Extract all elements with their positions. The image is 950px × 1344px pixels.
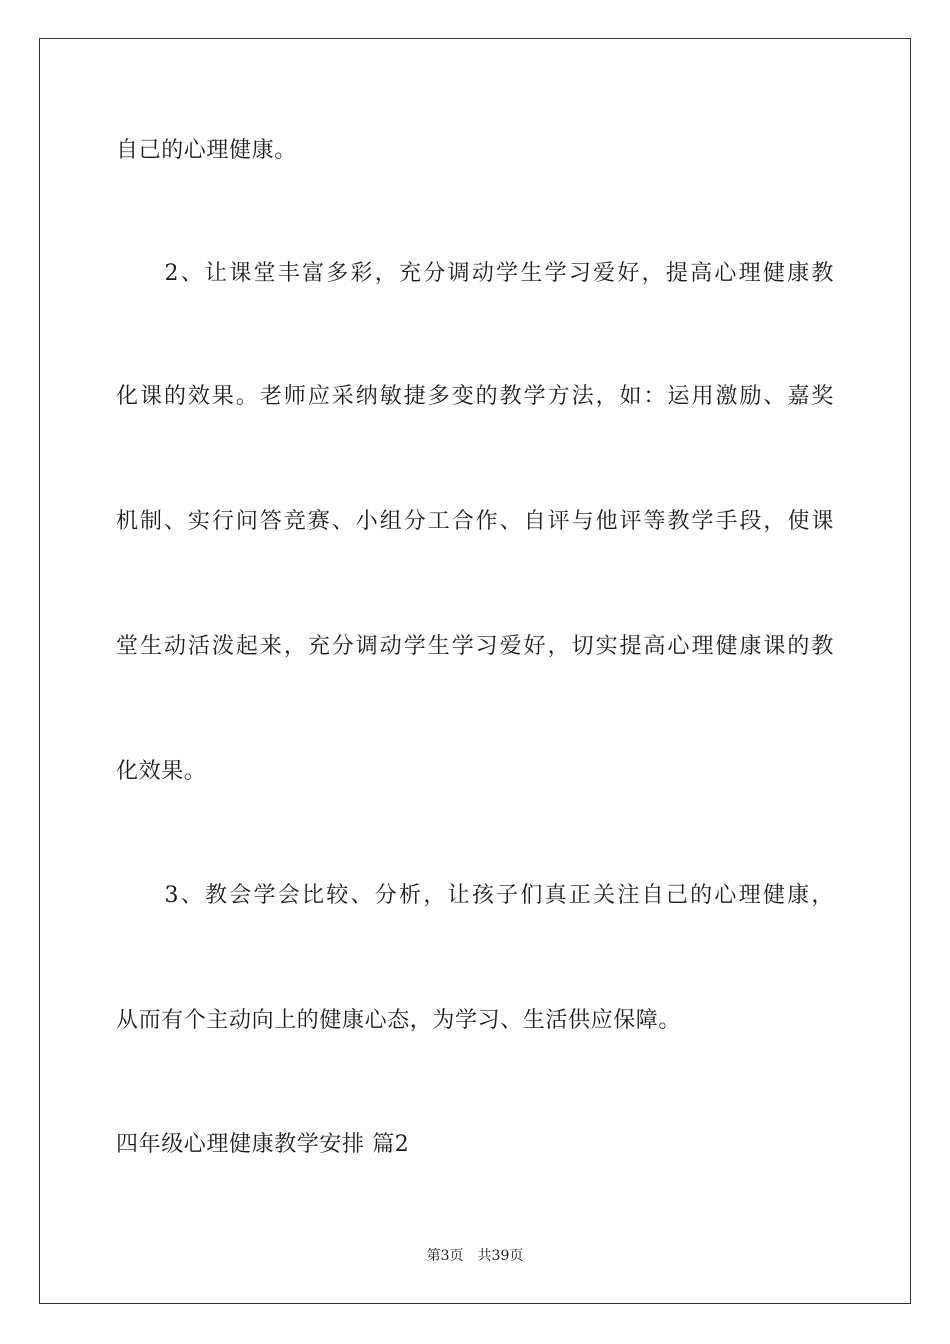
section-heading: 四年级心理健康教学安排 篇2 bbox=[116, 1132, 410, 1157]
text-line: 自己的心理健康。 bbox=[116, 138, 297, 163]
paragraph-2-line-3: 机制、实行问答竞赛、小组分工合作、自评与他评等教学手段，使课 bbox=[116, 509, 834, 534]
page-number-footer: 第3页 共39页 bbox=[426, 1248, 524, 1264]
paragraph-2-line-1: 2、让课堂丰富多彩，充分调动学生学习爱好，提高心理健康教 bbox=[116, 261, 834, 286]
paragraph-3-line-1: 3、教会学会比较、分析，让孩子们真正关注自己的心理健康， bbox=[116, 883, 834, 908]
paragraph-2-line-5: 化效果。 bbox=[116, 759, 207, 784]
page-border bbox=[39, 38, 911, 1304]
paragraph-3-line-2: 从而有个主动向上的健康心态，为学习、生活供应保障。 bbox=[116, 1008, 682, 1033]
paragraph-2-line-4: 堂生动活泼起来，充分调动学生学习爱好，切实提高心理健康课的教 bbox=[116, 634, 834, 659]
paragraph-2-line-2: 化课的效果。老师应采纳敏捷多变的教学方法，如：运用激励、嘉奖 bbox=[116, 384, 834, 409]
